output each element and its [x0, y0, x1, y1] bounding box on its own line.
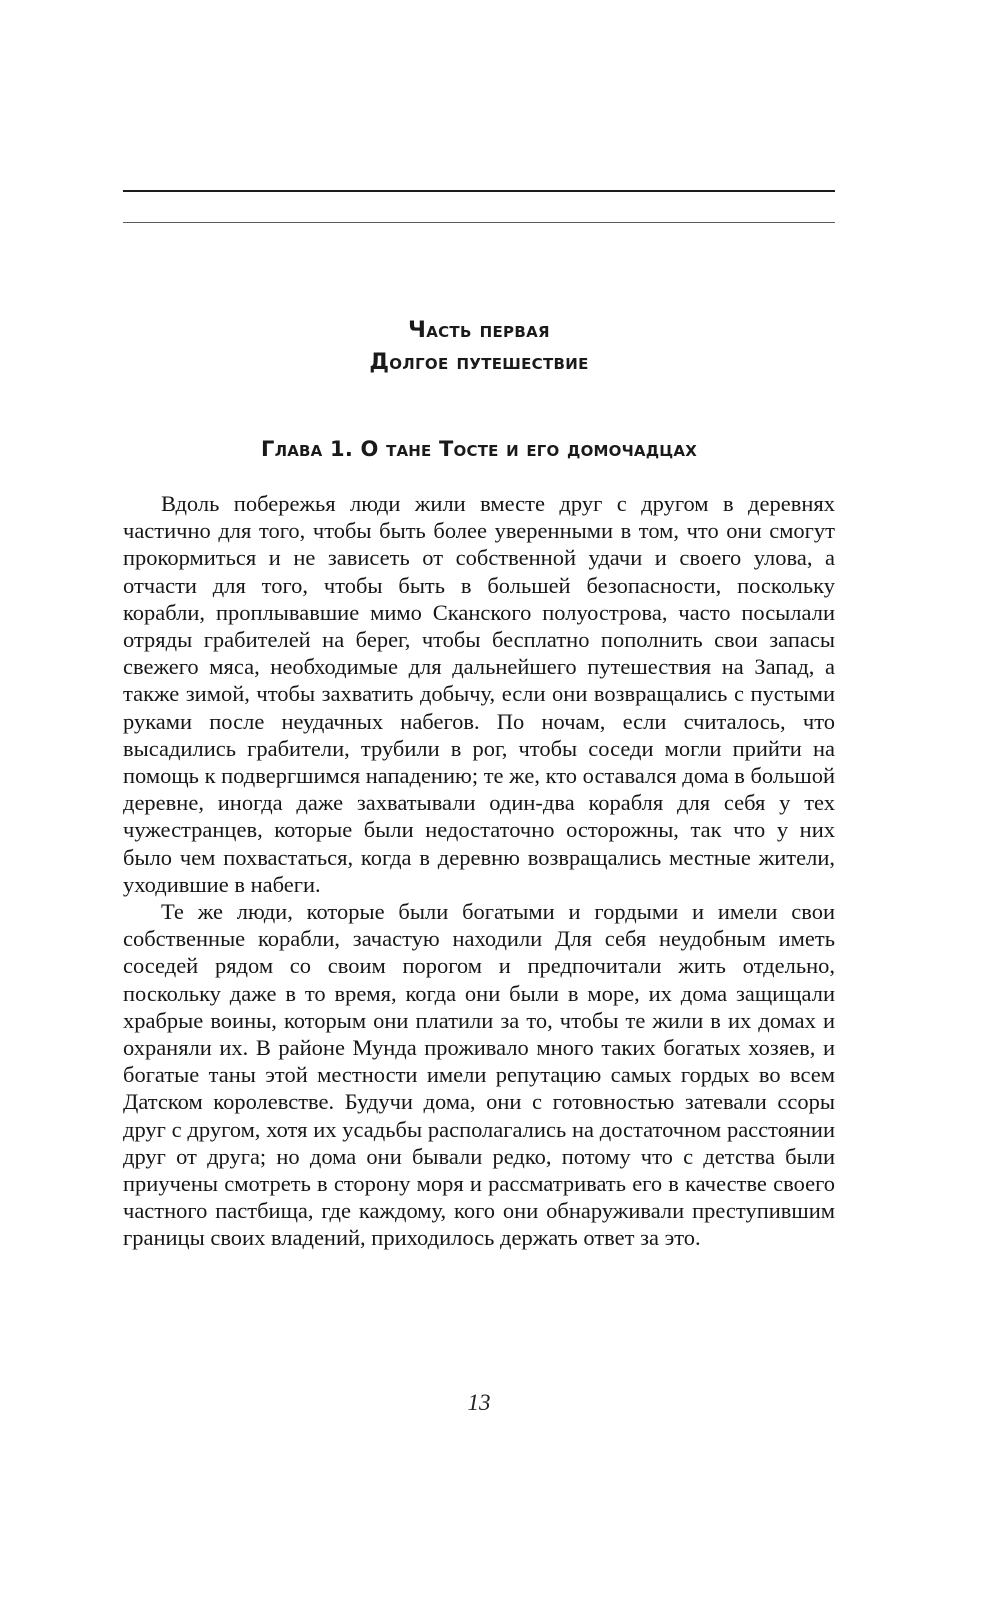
chapter-title: Глава 1. О тане Тосте и его домочадцах — [261, 437, 697, 461]
header-rule-thin — [123, 222, 835, 223]
page-number: 13 — [467, 1390, 491, 1415]
part-label: Часть первая — [408, 318, 550, 343]
part-title: Долгое путешествие — [369, 350, 589, 375]
header-rule-thick — [123, 190, 835, 192]
paragraph: Вдоль побережья люди жили вместе друг с другом в деревнях частично для того, чтобы быть более уверенными в том, что они смогут прокормиться и не зависеть от собственной удачи и своего улова, а отчасти для того, чтобы быть в большей безопасности, поскольку корабли, проплывавшие мимо Сканского полуострова, часто посылали отряды грабителей на берег, чтобы бесплатно пополнить свои запасы свежего мяса, необходимые для дальнейшего путешествия на Запад, а также зимой, чтобы захватить добычу, если они возвращались с пустыми руками после неудачных набегов. По ночам, если считалось, что высадились грабители, трубили в рог, чтобы соседи могли прийти на помощь к подвергшимся нападению; те же, кто оставался дома в большой деревне, иногда даже захватывали один-два корабля для себя у тех чужестранцев, которые были недостаточно осторожны, так что у них было чем похвастаться, когда в деревню возвращались местные жители, уходившие в набеги. — [123, 491, 835, 897]
paragraph: Те же люди, которые были богатыми и гордыми и имели свои собственные корабли, зачастую находили Для себя неудобным иметь соседей рядом со своим порогом и предпочитали жить отдельно, поскольку даже в то время, когда они были в море, их дома защищали храбрые воины, которым они платили за то, чтобы те жили в их домах и охраняли их. В районе Мунда проживало много таких богатых хозяев, и богатые таны этой местности имели репутацию самых гордых во всем Датском королевстве. Будучи дома, они с готовностью затевали ссоры друг с другом, хотя их усадьбы располагались на достаточном расстоянии друг от друга; но дома они бывали редко, потому что с детства были приучены смотреть в сторону моря и рассматривать его в качестве своего частного пастбища, где каждому, кого они обнаруживали преступившим границы своих владений, приходилось держать ответ за это. — [123, 899, 835, 1251]
body-text — [123, 490, 835, 1252]
